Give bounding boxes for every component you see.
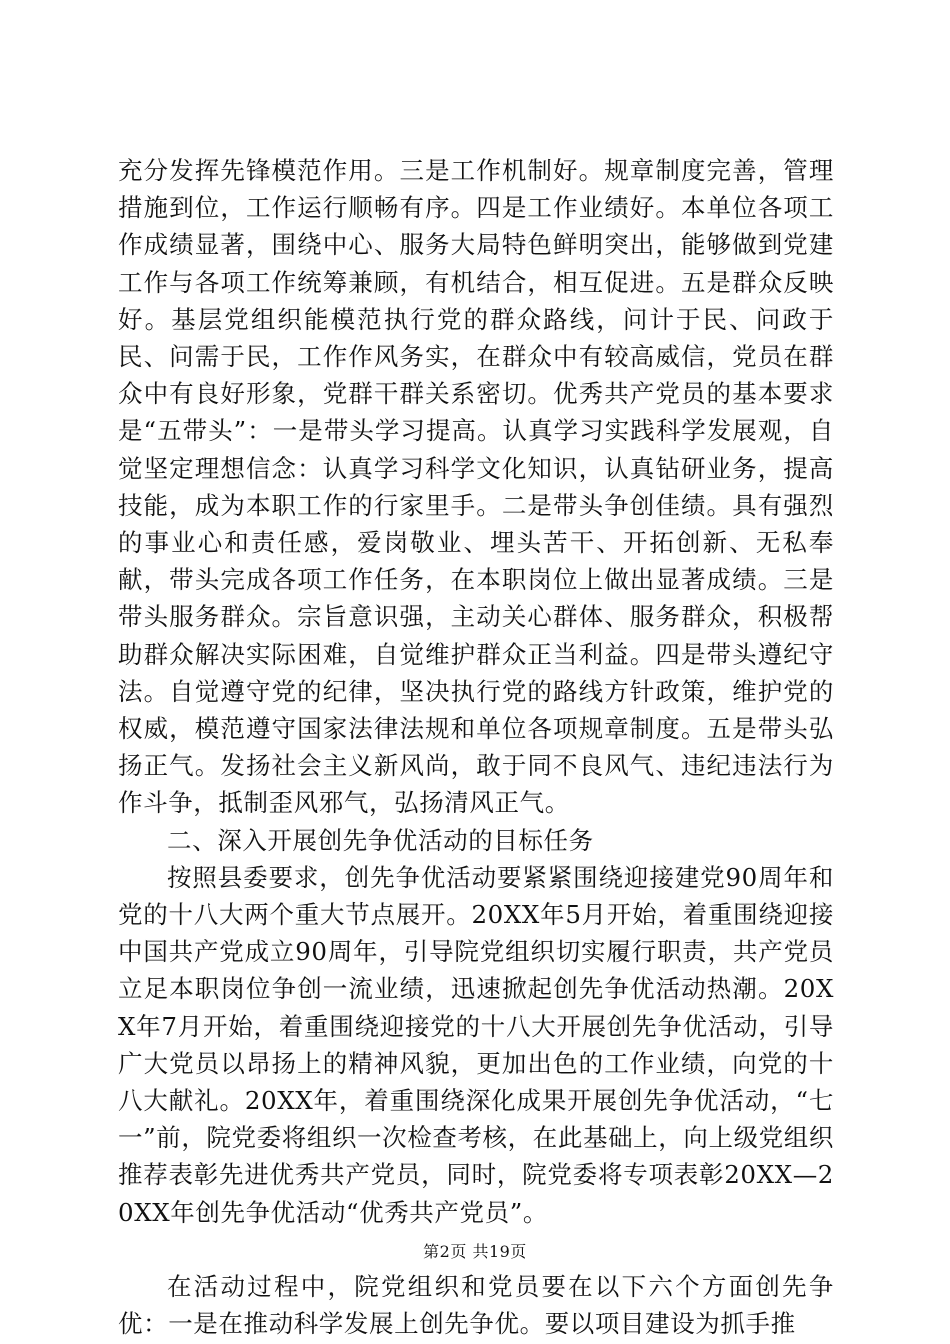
paragraph-model-requirements: 充分发挥先锋模范作用。三是工作机制好。规章制度完善，管理措施到位，工作运行顺畅有序。四是工作业绩好。本单位各项工作成绩显著，围绕中心、服务大局特色鲜明突出，能够做到党建工作与各项工作统筹兼顾，有机结合，相互促进。五是群众反映好。基层党组织能模范执行党的群众路线，问计于民、问政于民、问需于民，工作作风务实，在群众中有较高威信，党员在群众中有良好形象，党群干群关系密切。优秀共产党员的基本要求是“五带头”：一是带头学习提高。认真学习实践科学发展观，自觉坚定理想信念：认真学习科学文化知识，认真钻研业务，提高技能，成为本职工作的行家里手。二是带头争创佳绩。具有强烈的事业心和责任感，爱岗敬业、埋头苦干、开拓创新、无私奉献，带头完成各项工作任务，在本职岗位上做出显著成绩。三是带头服务群众。宗旨意识强，主动关心群体、服务群众，积极帮助群众解决实际困难，自觉维护群众正当利益。四是带头遵纪守法。自觉遵守党的纪律，坚决执行党的路线方针政策，维护党的权威，模范遵守国家法律法规和单位各项规章制度。五是带头弘扬正气。发扬社会主义新风尚，敢于同不良风气、违纪违法行为作斗争，抵制歪风邪气，弘扬清风正气。 bbox=[118, 156, 834, 818]
document-body bbox=[118, 152, 834, 1342]
paragraph-six-aspects: 在活动过程中，院党组织和党员要在以下六个方面创先争优：一是在推动科学发展上创先争优。要以项目建设为抓手推 bbox=[118, 1271, 834, 1339]
page-number-footer: 第2页 共19页 bbox=[423, 1242, 527, 1261]
paragraph-county-requirements: 按照县委要求，创先争优活动要紧紧围绕迎接建党90周年和党的十八大两个重大节点展开。20XX年5月开始，着重围绕迎接中国共产党成立90周年，引导院党组织切实履行职责，共产党员立足本职岗位争创一流业绩，迅速掀起创先争优活动热潮。20XX年7月开始，着重围绕迎接党的十八大开展创先争优活动，引导广大党员以昂扬上的精神风貌，更加出色的工作业绩，向党的十八大献礼。20XX年，着重围绕深化成果开展创先争优活动，“七一”前，院党委将组织一次检查考核，在此基础上，向上级党组织推荐表彰先进优秀共产党员，同时，院党委将专项表彰20XX—20XX年创先争优活动“优秀共产党员”。 bbox=[118, 862, 834, 1227]
section-heading-goals: 二、深入开展创先争优活动的目标任务 bbox=[167, 825, 594, 855]
